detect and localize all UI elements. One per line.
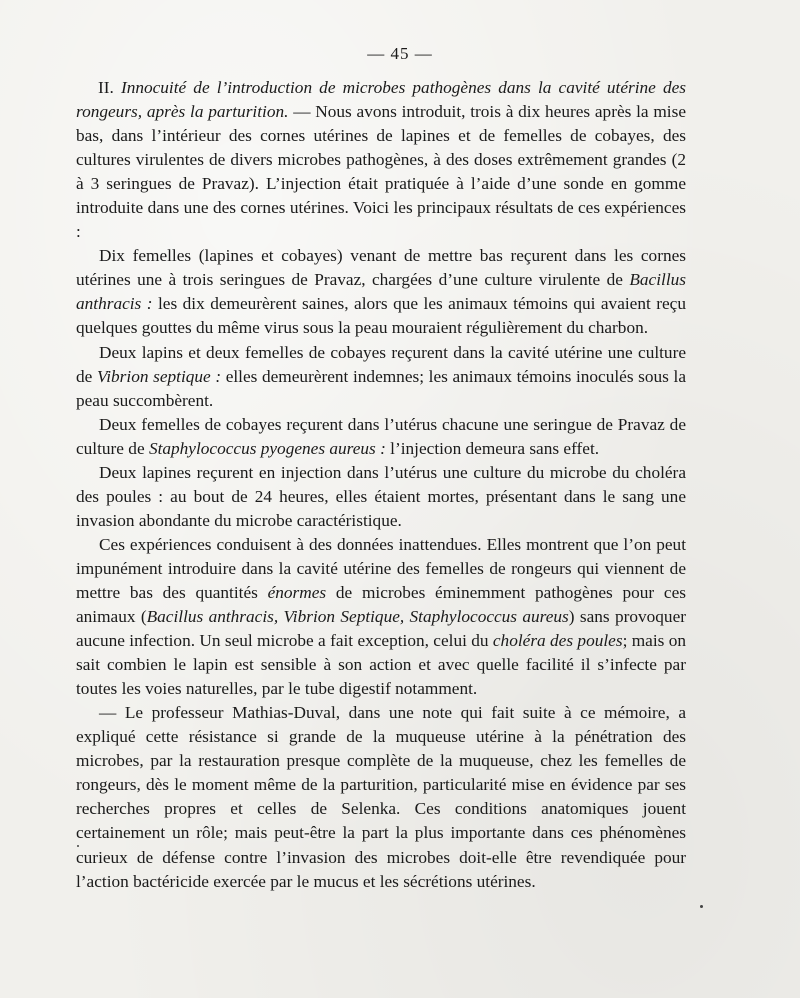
paragraph — [76, 533, 686, 701]
italic-text-run: Staphylococcus pyogenes aureus : — [148, 438, 386, 458]
italic-text-run: énormes — [267, 582, 327, 602]
text-run: II. — [98, 78, 121, 97]
text-run: — Le professeur Mathias-Duval, dans une note qui fait suite à ce mémoire, a expliqué cette résistance si grande de la muqueuse utérine à la pénétration des microbes, par la restauration presque complète de la muqueuse, chez les femelles de rongeurs, dès le moment même de la parturition, particularité mise en évidence par ses recherches propres et celles de Selenka. Ces conditions anatomiques jouent certainement un rôle; mais peut-être la part la plus importante dans ces phénomènes curieux de défense contre l’invasion des microbes doit-elle être revendiquée pour l’action bactéricide exercée par le mucus et les sécrétions utérines. — [76, 703, 686, 891]
text-run: Ces expériences conduisent à des données inattendues. Elles montrent que l’on peut impunément introduire dans la cavité utérine des femelles de rongeurs qui viennent de mettre bas des quantités — [76, 534, 686, 602]
paragraph — [76, 76, 686, 244]
text-run: ) sans provoquer aucune infection. Un seul microbe a fait exception, celui du — [76, 607, 686, 651]
body-text — [76, 76, 686, 894]
paragraph — [76, 341, 686, 413]
text-run: de microbes éminemment pathogènes pour ces animaux ( — [76, 582, 686, 627]
italic-text-run: Vibrion septique : — [96, 366, 222, 386]
paragraph — [76, 701, 686, 893]
paragraph — [76, 413, 686, 461]
text-run: — Nous avons introduit, trois à dix heures après la mise bas, dans l’intérieur des cornes utérines de lapines et de femelles de cobayes, des cultures virulentes de divers microbes pathogènes, à des doses extrêmement grandes (2 à 3 seringues de Pravaz). L’injection était pratiquée à l’aide d’une sonde en gomme introduite dans une des cornes utérines. Voici les principaux résultats de ces expériences : — [76, 102, 686, 242]
ink-speck — [77, 845, 79, 847]
text-run: ; mais on sait combien le lapin est sensible à son action et avec quelle facilité il s’infecte par toutes les voies naturelles, par le tube digestif notamment. — [76, 631, 686, 699]
ink-speck — [700, 905, 703, 908]
page-number: — 45 — — [367, 44, 433, 63]
paragraph — [76, 461, 686, 533]
italic-text-run: Innocuité de l’introduction de microbes pathogènes dans la cavité utérine des rongeurs, après la parturition. — [76, 78, 686, 122]
text-run: les dix demeurèrent saines, alors que les animaux témoins qui avaient reçu quelques gouttes du même virus sous la peau mouraient régulièrement du charbon. — [76, 294, 686, 338]
paragraph — [76, 244, 686, 340]
italic-text-run: Bacillus anthracis : — [76, 270, 686, 314]
text-run: Deux lapins et deux femelles de cobayes reçurent dans la cavité utérine une culture de — [76, 342, 686, 386]
italic-text-run: Bacillus anthracis, Vibrion Septique, Staphylococcus aureus — [146, 607, 569, 627]
text-run: Deux femelles de cobayes reçurent dans l’utérus chacune une seringue de Pravaz de culture de — [76, 414, 686, 458]
text-run: Deux lapines reçurent en injection dans l’utérus une culture du microbe du choléra des poules : au bout de 24 heures, elles étaient mortes, présentant dans le sang une invasion abondante du microbe caractéristique. — [76, 462, 686, 530]
text-run: l’injection demeura sans effet. — [385, 438, 600, 458]
text-run: Dix femelles (lapines et cobayes) venant de mettre bas reçurent dans les cornes utérines une à trois seringues de Pravaz, chargées d’une culture virulente de — [76, 246, 686, 290]
italic-text-run: choléra des poules — [492, 631, 623, 651]
text-run: elles demeurèrent indemnes; les animaux témoins inoculés sous la peau succombèrent. — [76, 366, 686, 410]
